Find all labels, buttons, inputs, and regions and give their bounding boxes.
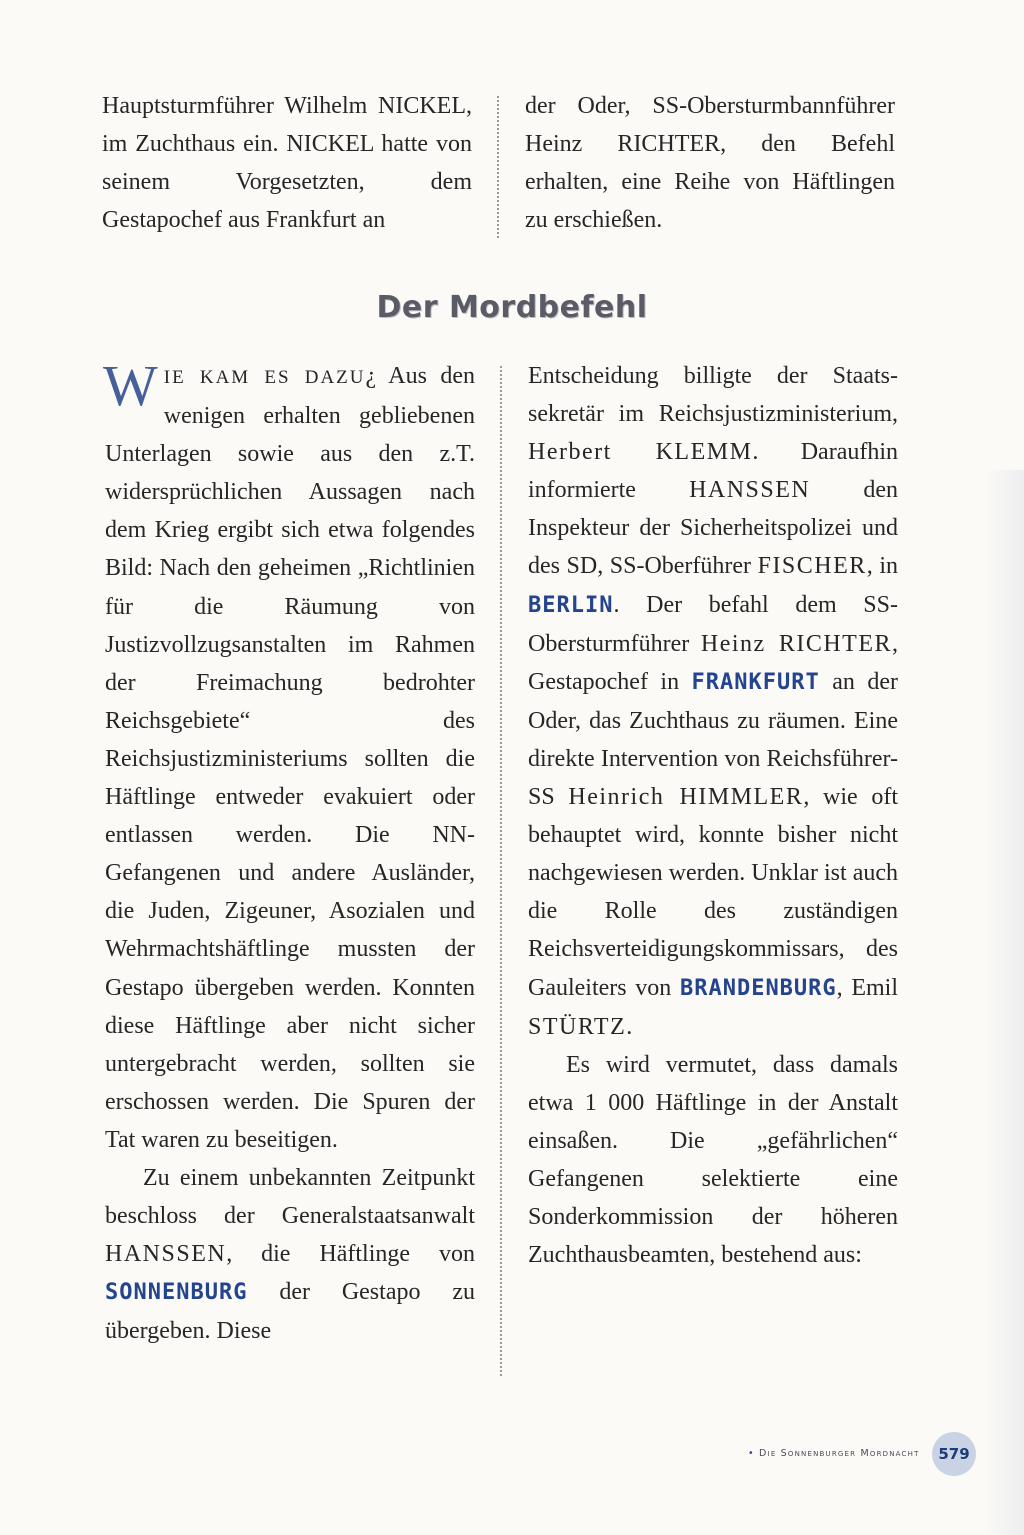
left-paragraph-2-text-c: der Gestapo zu übergeben. Diese: [105, 1279, 475, 1345]
person-name: FISCHER: [757, 553, 867, 580]
left-paragraph-2-text-b: , die Häftlinge von: [226, 1241, 475, 1268]
right-paragraph-1-text-d: , in: [866, 553, 899, 580]
right-paragraph-1-text-a: Entscheidung billigte der Staatssekretär im Reichsjustizministerium,: [528, 363, 898, 428]
drop-cap: W: [103, 353, 158, 418]
right-paragraph-1-text-h: , wie oft behauptet wird, konnte bisher nicht nachgewiesen werden. Unklar ist auch die Rolle des zuständigen Reichsverteidigungskommissars, des Gauleiters von: [528, 784, 898, 1001]
top-left-column: [102, 87, 472, 239]
section-heading: [0, 290, 1024, 325]
right-paragraph-1-text-g: an der Oder, das Zuchthaus zu räumen. Eine direkte Intervention von Reichsführer-SS: [528, 668, 898, 811]
column-divider-top: [497, 96, 499, 238]
footer-bullet: •: [748, 1448, 755, 1459]
running-footer: [748, 1448, 920, 1459]
page-number: 579: [932, 1432, 976, 1476]
top-right-column: [525, 87, 895, 239]
small-caps-opening: IE KAM ES DAZU: [163, 367, 366, 388]
person-name: Herbert KLEMM: [528, 439, 753, 466]
top-right-text: der Oder, SS-Obersturmbannführer Heinz RICHTER, den Befehl erhalten, eine Reihe von Häftlingen zu erschießen.: [525, 93, 895, 234]
top-left-text: Hauptsturmführer Wilhelm NICKEL, im Zuchthaus ein. NICKEL hatte von seinem Vorgesetzten, dem Gestapochef aus Frankfurt an: [102, 93, 472, 234]
person-name: HANSSEN: [105, 1241, 227, 1268]
place-name: SONNENBURG: [105, 1280, 248, 1306]
right-paragraph-1-text-e: . Der befahl dem SS-Obersturmführer: [528, 591, 898, 657]
main-right-column: [528, 357, 898, 1274]
right-paragraph-1-text-i: , Emil: [836, 974, 899, 1001]
place-name: FRANKFURT: [691, 669, 820, 695]
main-left-column: [103, 353, 476, 1350]
right-paragraph-1-text-b: . Daraufhin informierte: [528, 439, 898, 504]
left-paragraph-1: [103, 353, 476, 1159]
right-paragraph-1-text-f: , Gestapochef in: [528, 630, 898, 695]
right-paragraph-1-text-j: .: [626, 1013, 633, 1040]
left-paragraph-2-text-a: Zu einem unbekannten Zeitpunkt beschloss der Generalstaatsanwalt: [105, 1164, 475, 1230]
person-name: STÜRTZ: [528, 1013, 627, 1040]
place-name: BRANDENBURG: [679, 975, 837, 1001]
person-name: Heinrich HIMMLER: [568, 784, 804, 811]
footer-title: Die Sonnenburger Mordnacht: [759, 1448, 920, 1459]
left-paragraph-2: [105, 1159, 475, 1350]
place-name: BERLIN: [528, 592, 614, 618]
right-paragraph-1: [528, 357, 898, 1046]
left-paragraph-1-text: Aus den wenigen erhalten gebliebenen Unterlagen sowie aus den z.T. widersprüchlichen Aussagen nach dem Krieg ergibt sich etwa folgendes Bild: Nach den geheimen „Richtlinien für die Räumung von Justizvollzugsanstalten im Rahmen der Freimachung bedrohter Reichsgebiete“ des Reichsjustizministeriums sollten die Häftlinge entweder evakuiert oder entlassen werden. Die NN-Gefangenen und andere Ausländer, die Juden, Zigeuner, Asozialen und Wehrmachtshäftlinge mussten der Gestapo übergeben werden. Konnten diese Häftlinge aber nicht sicher untergebracht werden, sollten sie erschossen werden. Die Spuren der Tat waren zu beseitigen.: [105, 363, 476, 1153]
right-paragraph-1-text-c: den Inspekteur der Sicherheitspolizei und des SD, SS-Oberführer: [528, 477, 899, 580]
question-mark: ¿: [365, 363, 377, 389]
right-paragraph-2: Es wird vermutet, dass damals etwa 1 000 Häftlinge in der Anstalt einsaßen. Die „gefährlichen“ Gefangenen selektierte eine Sonderkommission der höheren Zuchthausbeamten, bestehend aus:: [528, 1051, 898, 1269]
person-name: Heinz RICHTER: [700, 630, 892, 657]
person-name: HANSSEN: [689, 477, 811, 504]
section-heading-text: Der Mordbefehl: [376, 290, 648, 325]
page-edge-shadow: [985, 470, 1024, 1535]
column-divider-main: [500, 366, 502, 1376]
